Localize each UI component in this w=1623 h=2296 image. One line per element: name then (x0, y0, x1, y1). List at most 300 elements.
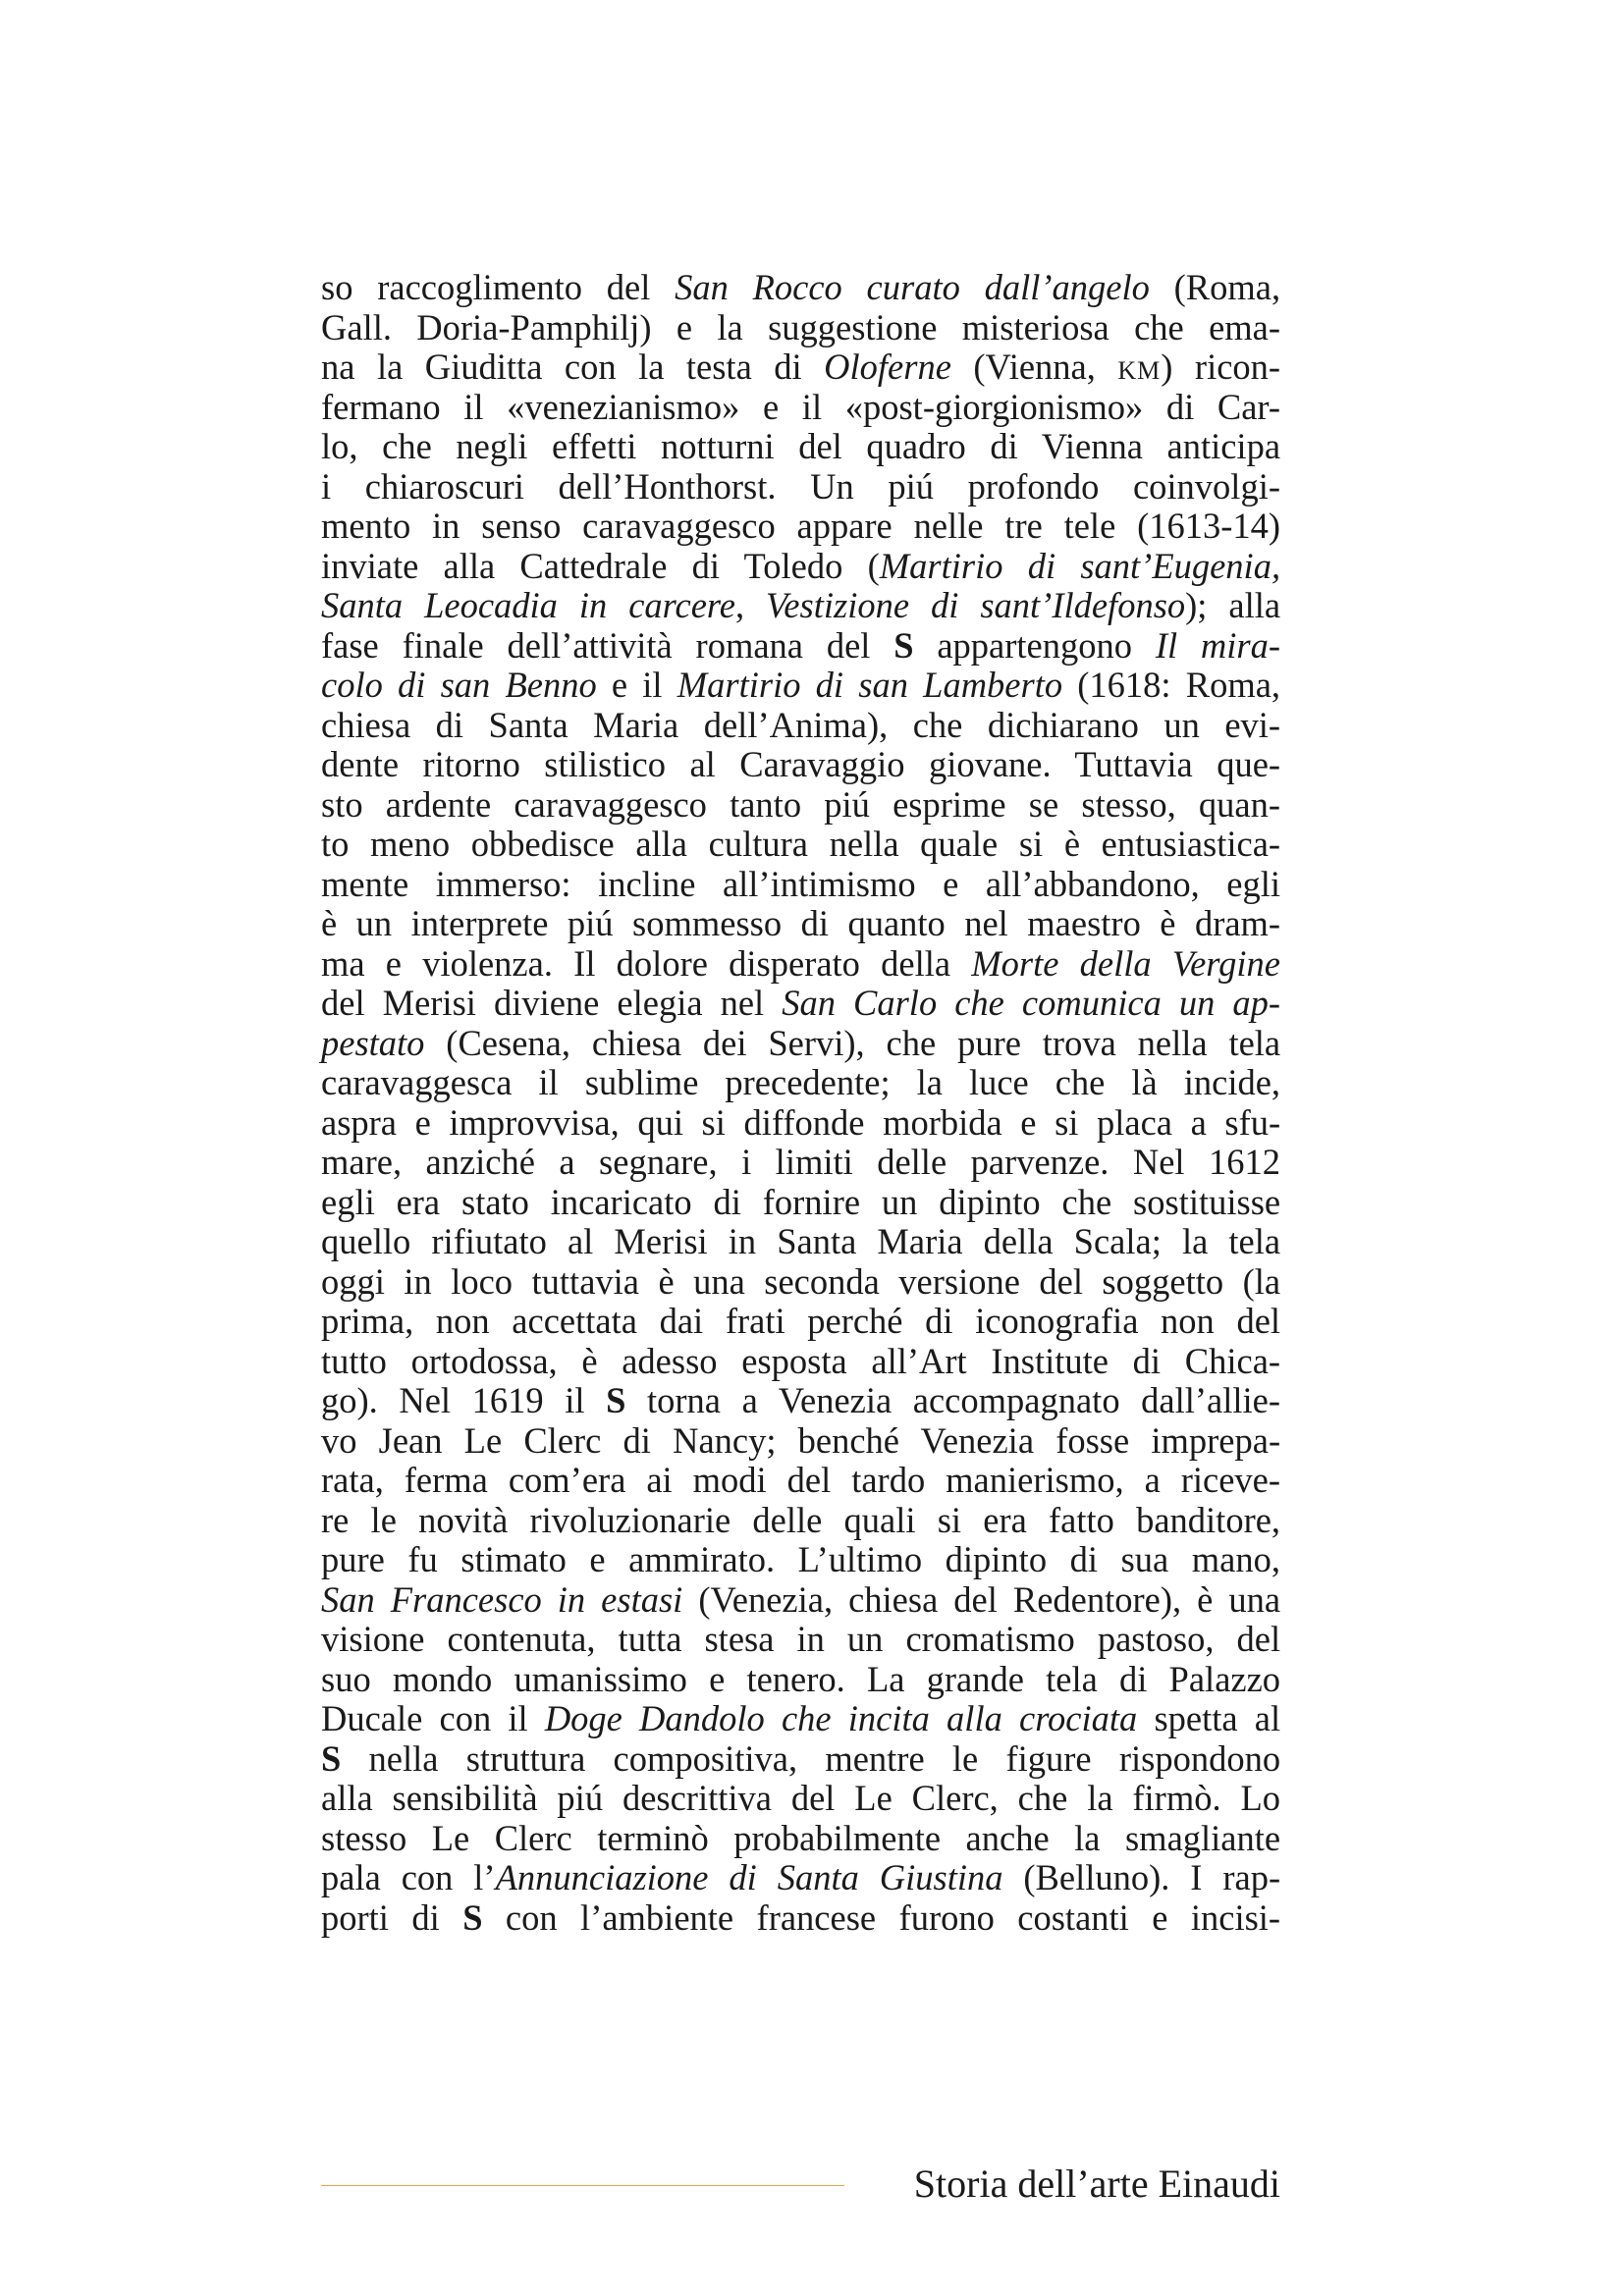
text-run: ( (867, 545, 880, 586)
text-line (321, 1381, 1280, 1421)
text-run: la (1087, 1778, 1113, 1818)
text-run: iconografia (975, 1301, 1139, 1341)
text-run: suggestione (768, 306, 938, 347)
text-run: il (463, 386, 484, 427)
text-run: 1619 (471, 1380, 544, 1420)
text-run: nella (368, 1737, 439, 1779)
italic-title: Leocadia (424, 585, 558, 625)
text-run: versione (898, 1260, 1020, 1302)
text-run: stesa (704, 1619, 775, 1659)
text-run: appare (796, 506, 893, 546)
bold-abbreviation: S (321, 1737, 342, 1779)
italic-title: di (1027, 545, 1056, 586)
text-run: dell’attività (507, 624, 673, 666)
text-run: placa (1097, 1101, 1172, 1143)
text-run: quadro (866, 426, 966, 466)
text-run: notturni (661, 426, 775, 466)
text-run: delle (877, 1142, 947, 1182)
text-line (321, 1858, 1280, 1898)
text-run: ); (1185, 585, 1208, 625)
text-run: della (983, 1221, 1054, 1261)
text-run: romana (695, 624, 803, 666)
text-run: giovane. (928, 744, 1052, 784)
text-line (321, 1501, 1280, 1541)
text-run: e (611, 665, 628, 705)
text-run: quello (321, 1221, 411, 1261)
text-line (321, 1620, 1280, 1660)
text-run: fu (407, 1539, 438, 1579)
text-run: incline (598, 863, 696, 904)
text-run: dram- (1194, 903, 1281, 943)
text-run: dell’Honthorst. (558, 465, 777, 507)
text-run: fermano (321, 386, 441, 427)
text-run: accettata (512, 1301, 637, 1341)
text-run: (la (1242, 1260, 1281, 1302)
italic-title: di (729, 1857, 757, 1897)
text-run: (1613-14) (1137, 506, 1281, 546)
text-run: Nel (1132, 1142, 1185, 1182)
text-line (321, 586, 1280, 626)
text-run: ema- (1209, 306, 1281, 347)
text-line (321, 1063, 1280, 1103)
italic-title: San (321, 1578, 375, 1620)
text-run: la (1181, 1221, 1209, 1261)
italic-title: estasi (601, 1578, 683, 1620)
italic-title: in (578, 585, 608, 625)
text-run: un (1163, 704, 1200, 745)
italic-title: Giustina (879, 1857, 1003, 1897)
text-run: incisi- (1190, 1896, 1281, 1938)
text-run: qui (637, 1101, 683, 1143)
italic-title: Francesco (390, 1578, 542, 1620)
text-run: Institute (991, 1340, 1109, 1381)
text-run: è (321, 903, 338, 943)
text-run: pastoso, (1097, 1619, 1215, 1659)
footer-rule (321, 2185, 844, 2186)
text-run: è (1160, 903, 1176, 943)
text-run: ferma (404, 1460, 488, 1500)
text-run: novità (418, 1499, 509, 1540)
text-run: furono (898, 1896, 995, 1938)
text-run: sostituisse (1133, 1181, 1281, 1222)
text-run: Ducale (321, 1698, 423, 1738)
text-run: mare, (321, 1142, 403, 1182)
text-run: che (382, 426, 432, 466)
text-run: fosse (1055, 1419, 1130, 1461)
text-line (321, 347, 1280, 388)
text-run: ortodossa, (410, 1340, 558, 1381)
text-run: stilistico (544, 744, 667, 784)
text-run: con (505, 1896, 558, 1938)
text-run: testa (685, 347, 752, 387)
text-run: esprime (893, 783, 1006, 825)
text-run: all’intimismo (722, 863, 916, 904)
text-run: visione (321, 1619, 425, 1659)
text-run: stimato (460, 1539, 567, 1579)
text-run: esposta (741, 1340, 847, 1381)
text-run: tutto (321, 1340, 387, 1381)
text-run: di (1069, 1539, 1099, 1579)
italic-title: mira- (1200, 624, 1281, 666)
text-run: compositiva, (613, 1737, 798, 1779)
text-run: descrittiva (622, 1778, 772, 1818)
text-run: sfu- (1224, 1101, 1281, 1143)
text-run: «post-giorgionismo» (844, 386, 1144, 427)
text-run: ) (1161, 347, 1173, 387)
text-run: rifiutato (431, 1221, 547, 1261)
text-run: del (953, 1578, 998, 1620)
text-run: mondo (392, 1658, 493, 1699)
italic-title: incita (847, 1698, 930, 1738)
italic-title: San (675, 267, 729, 307)
italic-title: Il (1155, 624, 1178, 666)
text-run: si (937, 1499, 962, 1540)
text-run: del (786, 1460, 832, 1500)
text-run: nella (829, 824, 899, 864)
text-run: negli (456, 426, 528, 466)
text-run: imprepa- (1151, 1419, 1281, 1461)
text-run: trova (1042, 1022, 1116, 1063)
italic-title: Lamberto (923, 665, 1063, 705)
text-run: cultura (708, 824, 808, 864)
text-line (321, 785, 1280, 826)
italic-title: San (782, 983, 836, 1023)
text-run: prima, (321, 1301, 414, 1341)
text-run: all’abbandono, (985, 863, 1200, 904)
text-run: con (439, 1698, 492, 1738)
text-run: spetta (1154, 1698, 1238, 1738)
text-line (321, 507, 1280, 547)
text-run: l’ (473, 1857, 496, 1897)
text-run: parvenze. (970, 1142, 1109, 1182)
text-run: Giuditta (424, 347, 543, 387)
text-run: ritorno (422, 744, 520, 784)
italic-title: Annunciazione (495, 1857, 709, 1897)
text-run: il (538, 1062, 559, 1102)
text-run: Caravaggio (739, 744, 905, 784)
text-run: 1612 (1209, 1142, 1281, 1182)
italic-title: di (930, 585, 959, 625)
text-run: il (508, 1698, 528, 1738)
text-run: segnare, (599, 1142, 718, 1182)
text-run: diviene (493, 983, 600, 1023)
text-run: dai (659, 1301, 704, 1341)
text-run: Maria (877, 1221, 963, 1261)
text-run: struttura (465, 1737, 586, 1779)
text-run: piú (557, 1778, 604, 1818)
text-run: non (435, 1301, 490, 1341)
text-run: stesso, (1081, 783, 1176, 825)
italic-title: crociata (1019, 1698, 1138, 1738)
text-run: limiti (775, 1142, 853, 1182)
text-run: la (916, 1062, 943, 1102)
text-run: anziché (425, 1142, 535, 1182)
text-run: figure (1005, 1737, 1092, 1779)
text-run: soggetto (1102, 1260, 1224, 1302)
text-run: dall’allie- (1141, 1380, 1281, 1420)
text-run: di (435, 704, 464, 745)
text-run: Redentore), (1012, 1578, 1182, 1620)
text-run: di (925, 1301, 953, 1341)
text-run: tutta (618, 1619, 682, 1659)
text-line (321, 547, 1280, 587)
text-run: pure (321, 1539, 385, 1579)
text-run: tanto (730, 783, 802, 825)
italic-title: Carlo (853, 983, 938, 1023)
text-run: del (1039, 1260, 1083, 1302)
text-run: interprete (410, 903, 549, 943)
italic-title: Morte (971, 942, 1059, 984)
text-run: piú (888, 465, 934, 507)
text-run: non (1161, 1301, 1215, 1341)
text-run: Servi), (768, 1022, 865, 1063)
text-run: mente (321, 863, 409, 904)
text-run: L’ultimo (797, 1539, 923, 1579)
text-run: del (798, 426, 842, 466)
bold-abbreviation: S (606, 1380, 626, 1420)
text-run: e (414, 1101, 431, 1143)
text-run: si (1018, 824, 1044, 864)
text-run: Tuttavia (1074, 744, 1193, 784)
text-run: caravaggesco (582, 506, 776, 546)
text-run: di (713, 1181, 741, 1222)
text-run: quan- (1198, 783, 1280, 825)
text-line (321, 1819, 1280, 1859)
text-run: fatto (1049, 1499, 1114, 1540)
text-run: oggi (321, 1260, 385, 1302)
text-run: di (1132, 1340, 1162, 1381)
text-run: tuttavia (531, 1260, 639, 1302)
text-run: a (1190, 1101, 1207, 1143)
text-run: probabilmente (733, 1817, 942, 1858)
text-run: delle (752, 1499, 823, 1540)
text-line (321, 984, 1280, 1024)
text-run: e (589, 1539, 606, 1579)
text-run: e (709, 1658, 726, 1699)
text-run: riceve- (1180, 1460, 1281, 1500)
italic-title: in (557, 1578, 586, 1620)
text-run: Un (810, 465, 854, 507)
italic-title: Vergine (1171, 942, 1281, 984)
text-run: Venezia (920, 1419, 1035, 1461)
text-run: pala (321, 1857, 381, 1897)
text-line (321, 626, 1280, 667)
text-run: Le (854, 1778, 893, 1818)
text-run: (Belluno). (1023, 1857, 1170, 1897)
text-run: «venezianismo» (507, 386, 740, 427)
text-run: Cattedrale (519, 545, 668, 586)
text-run: di (1165, 386, 1195, 427)
text-line (321, 865, 1280, 905)
text-line (321, 1262, 1280, 1303)
text-run: che (1061, 1181, 1112, 1222)
text-line (321, 944, 1280, 985)
text-run: contenuta, (447, 1619, 596, 1659)
text-run: Il (573, 942, 596, 984)
text-run: Scala; (1073, 1221, 1162, 1261)
text-run: Car- (1217, 386, 1281, 427)
text-run: è (1063, 824, 1081, 864)
text-run: quale (920, 824, 999, 864)
italic-title: san (440, 665, 491, 705)
text-run: Santa (488, 704, 568, 745)
text-run: e (676, 306, 693, 347)
text-run: frati (725, 1301, 785, 1341)
text-run: della (881, 942, 951, 984)
text-run: cromatismo (905, 1619, 1075, 1659)
text-run: e (385, 942, 402, 984)
text-run: e (943, 863, 959, 904)
text-run: era (396, 1181, 441, 1222)
text-run: un (881, 1181, 918, 1222)
text-run: all’Art (871, 1340, 967, 1381)
text-run: Merisi (382, 983, 476, 1023)
text-run: accompagnato (912, 1380, 1120, 1420)
text-run: un (355, 903, 393, 943)
text-line (321, 427, 1280, 467)
text-run: il (801, 386, 823, 427)
text-line (321, 1222, 1280, 1262)
small-caps-abbreviation: km (1117, 347, 1162, 387)
italic-title: un (1178, 983, 1216, 1023)
text-run: là (1131, 1062, 1158, 1102)
text-run: dell’Anima), (703, 704, 889, 745)
text-run: caravaggesco (514, 783, 707, 825)
text-run: ma (321, 942, 365, 984)
text-run: incide, (1183, 1062, 1281, 1102)
text-run: (Roma, (1173, 267, 1281, 307)
text-run: nella (1137, 1022, 1208, 1063)
text-run: incaricato (550, 1181, 692, 1222)
text-run: che (886, 1022, 937, 1063)
text-run: so (321, 267, 353, 307)
text-run: sto (321, 783, 363, 825)
text-run: alla (443, 545, 496, 586)
text-run: Nel (399, 1380, 452, 1420)
text-run: con (401, 1857, 454, 1897)
italic-title: ap- (1232, 983, 1281, 1023)
text-run: di (800, 903, 829, 943)
text-run: tenero. (746, 1658, 845, 1699)
text-run: tardo (851, 1460, 926, 1500)
text-run: in (432, 506, 460, 546)
text-run: grande (926, 1658, 1024, 1699)
text-run: egli (1226, 863, 1281, 904)
text-run: chiesa (321, 704, 411, 745)
italic-title: comunica (1021, 983, 1162, 1023)
text-run: nelle (913, 506, 984, 546)
text-run: raccoglimento (377, 267, 582, 307)
text-run: francese (756, 1896, 877, 1938)
text-run: i (741, 1142, 752, 1182)
text-run: evi- (1224, 704, 1281, 745)
text-run: violenza. (422, 942, 553, 984)
text-run: anche (965, 1817, 1050, 1858)
text-line (321, 1342, 1280, 1382)
italic-title: pestato (321, 1022, 425, 1063)
text-run: una (693, 1260, 745, 1302)
italic-title: Dandolo (639, 1698, 765, 1738)
text-run: e (762, 386, 780, 427)
text-run: di (774, 347, 802, 387)
italic-title: alla (947, 1698, 1002, 1738)
text-run: si (701, 1101, 726, 1143)
text-run: ricon- (1194, 347, 1281, 387)
text-run: Nancy; (673, 1419, 777, 1461)
text-run: immerso: (435, 863, 571, 904)
text-line (321, 1103, 1280, 1144)
italic-title: Santa (321, 585, 404, 625)
text-run: Doria-Pamphilj) (416, 306, 652, 347)
text-run: una (1228, 1578, 1281, 1620)
text-run: dei (702, 1022, 747, 1063)
text-run: dolore (616, 942, 708, 984)
text-run: alla (1228, 585, 1281, 625)
text-run: Le (463, 1419, 503, 1461)
italic-title: della (1079, 942, 1152, 984)
text-run: entusiastica- (1101, 824, 1281, 864)
text-run: tele (1063, 506, 1116, 546)
italic-title: san (858, 665, 908, 705)
text-run: diffonde (743, 1101, 865, 1143)
text-line (321, 825, 1280, 865)
text-run: inviate (321, 545, 419, 586)
text-run: Venezia (778, 1380, 893, 1420)
text-line (321, 666, 1280, 706)
text-line (321, 1660, 1280, 1700)
text-run: benché (797, 1419, 900, 1461)
text-run: torna (646, 1380, 721, 1420)
text-line (321, 745, 1280, 785)
text-run: com’era (508, 1460, 626, 1500)
text-run: rivoluzionarie (529, 1499, 731, 1540)
text-run: sommesso (632, 903, 783, 943)
text-run: quanto (847, 903, 946, 943)
italic-title: che (781, 1698, 832, 1738)
italic-title: Doge (544, 1698, 622, 1738)
text-run: è (1197, 1578, 1214, 1620)
text-line (321, 308, 1280, 348)
italic-title: dall’angelo (984, 267, 1150, 307)
text-run: chiesa (591, 1022, 682, 1063)
italic-title: Benno (505, 665, 597, 705)
text-run: Le (431, 1817, 470, 1858)
text-line (321, 1024, 1280, 1064)
text-run: luce (968, 1062, 1029, 1102)
text-run: alla (321, 1778, 373, 1818)
italic-title: che (954, 983, 1004, 1023)
text-run: che (1055, 1062, 1106, 1102)
text-run: obbedisce (470, 824, 615, 864)
text-run: la (638, 347, 665, 387)
text-run: dichiarano (987, 704, 1139, 745)
text-run: morbida (883, 1101, 1002, 1143)
text-run: Lo (1240, 1778, 1281, 1818)
text-run: mano, (1191, 1539, 1280, 1579)
text-run: ardente (385, 783, 492, 825)
text-run: anticipa (1166, 426, 1281, 466)
footer-title: Storia dell’arte Einaudi (913, 2162, 1280, 2206)
text-run: che (1134, 306, 1184, 347)
text-run: in (404, 1260, 432, 1302)
text-run: Palazzo (1168, 1658, 1281, 1699)
text-run: a (559, 1142, 575, 1182)
text-run: coinvolgi- (1132, 465, 1280, 507)
text-run: sublime (584, 1062, 699, 1102)
text-line (321, 1779, 1280, 1819)
text-run: lo, (321, 426, 358, 466)
text-line (321, 1580, 1280, 1621)
